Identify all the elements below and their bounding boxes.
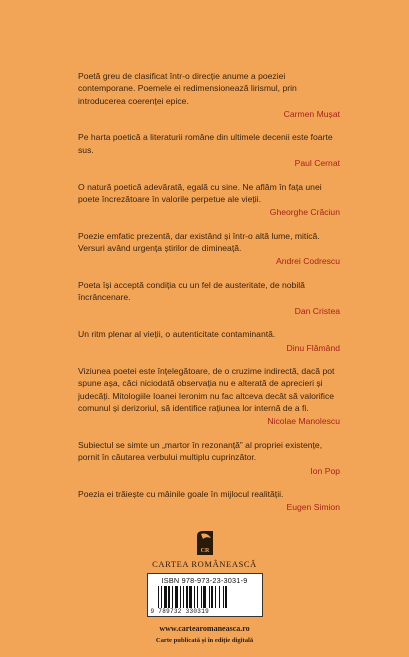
quote-item (78, 439, 340, 477)
quote-author: Ion Pop (310, 465, 340, 476)
quote-item (78, 230, 340, 268)
publisher-logo-icon (195, 530, 215, 556)
quote-item (78, 279, 340, 317)
quote-text: Poezia ei trăiește cu mâinile goale în mijlocul realității. (78, 489, 284, 500)
quote-text: Poetă greu de clasificat într-o direcție anume a poeziei contemporane. Poemele ei redimensionează lirismul, prin introducerea coerenței epice. (78, 71, 297, 106)
barcode-digits: 9 789732 330319 (150, 608, 210, 615)
quote-author: Paul Cernat (294, 158, 340, 169)
quote-item (78, 131, 340, 169)
quote-author: Gheorghe Crăciun (269, 207, 340, 218)
quote-item (78, 328, 340, 354)
logo-letters: CR (200, 548, 209, 554)
quote-author: Andrei Codrescu (275, 256, 340, 267)
quote-item (78, 70, 340, 120)
quote-author: Nicolae Manolescu (267, 416, 340, 427)
website-link[interactable]: www.cartearomaneasca.ro (159, 624, 250, 633)
barcode-bars (158, 586, 256, 608)
quote-text: Pe harta poetică a literaturii române din ultimele decenii este foarte sus. (78, 132, 333, 155)
quote-text: O natură poetică adevărată, egală cu sine. Ne aflăm în fața unei poete încrezătoare în valorile perpetue ale vieții. (78, 181, 322, 204)
quote-text: Un ritm plenar al vieții, o autenticitate contaminantă. (78, 329, 276, 340)
quote-author: Carmen Mușat (283, 108, 340, 119)
quotes-list (78, 70, 340, 525)
publisher-name: CARTEA ROMÂNEASCĂ (152, 559, 257, 569)
quote-text: Viziunea poetei este înțelegătoare, de o cruzime indirectă, dacă pot spune așa, căci niciodată observația nu e alterată de aprecieri și judecăți. Mitologiile Ioanei Ieronim nu fac altceva decât să valorifice comunul și derizoriul, să identifice rațiunea lor internă de a fi. (78, 366, 335, 414)
quote-item (78, 181, 340, 219)
digital-edition-note: Carte publicată și în ediție digitală (155, 637, 254, 644)
isbn-barcode (147, 573, 263, 617)
quote-text: Subiectul se simte un „martor în rezonanță” al propriei existențe, pornit în căutarea verbului multiplu cuprinzător. (78, 439, 323, 463)
quote-text: Poezie emfatic prezentă, dar existând și într-o altă lume, mitică. Versuri având urgența știrilor de dimineață. (78, 230, 320, 254)
quote-author: Dinu Flămând (286, 342, 340, 353)
quote-author: Eugen Simion (286, 502, 340, 513)
quote-item (78, 365, 340, 428)
publisher-block (0, 530, 409, 644)
quote-author: Dan Cristea (294, 305, 340, 316)
quote-text: Poeta își acceptă condiția cu un fel de austeritate, de nobilă încrâncenare. (78, 280, 305, 303)
isbn-text: ISBN 978-973-23-3031-9 (161, 576, 248, 585)
quote-item (78, 488, 340, 514)
